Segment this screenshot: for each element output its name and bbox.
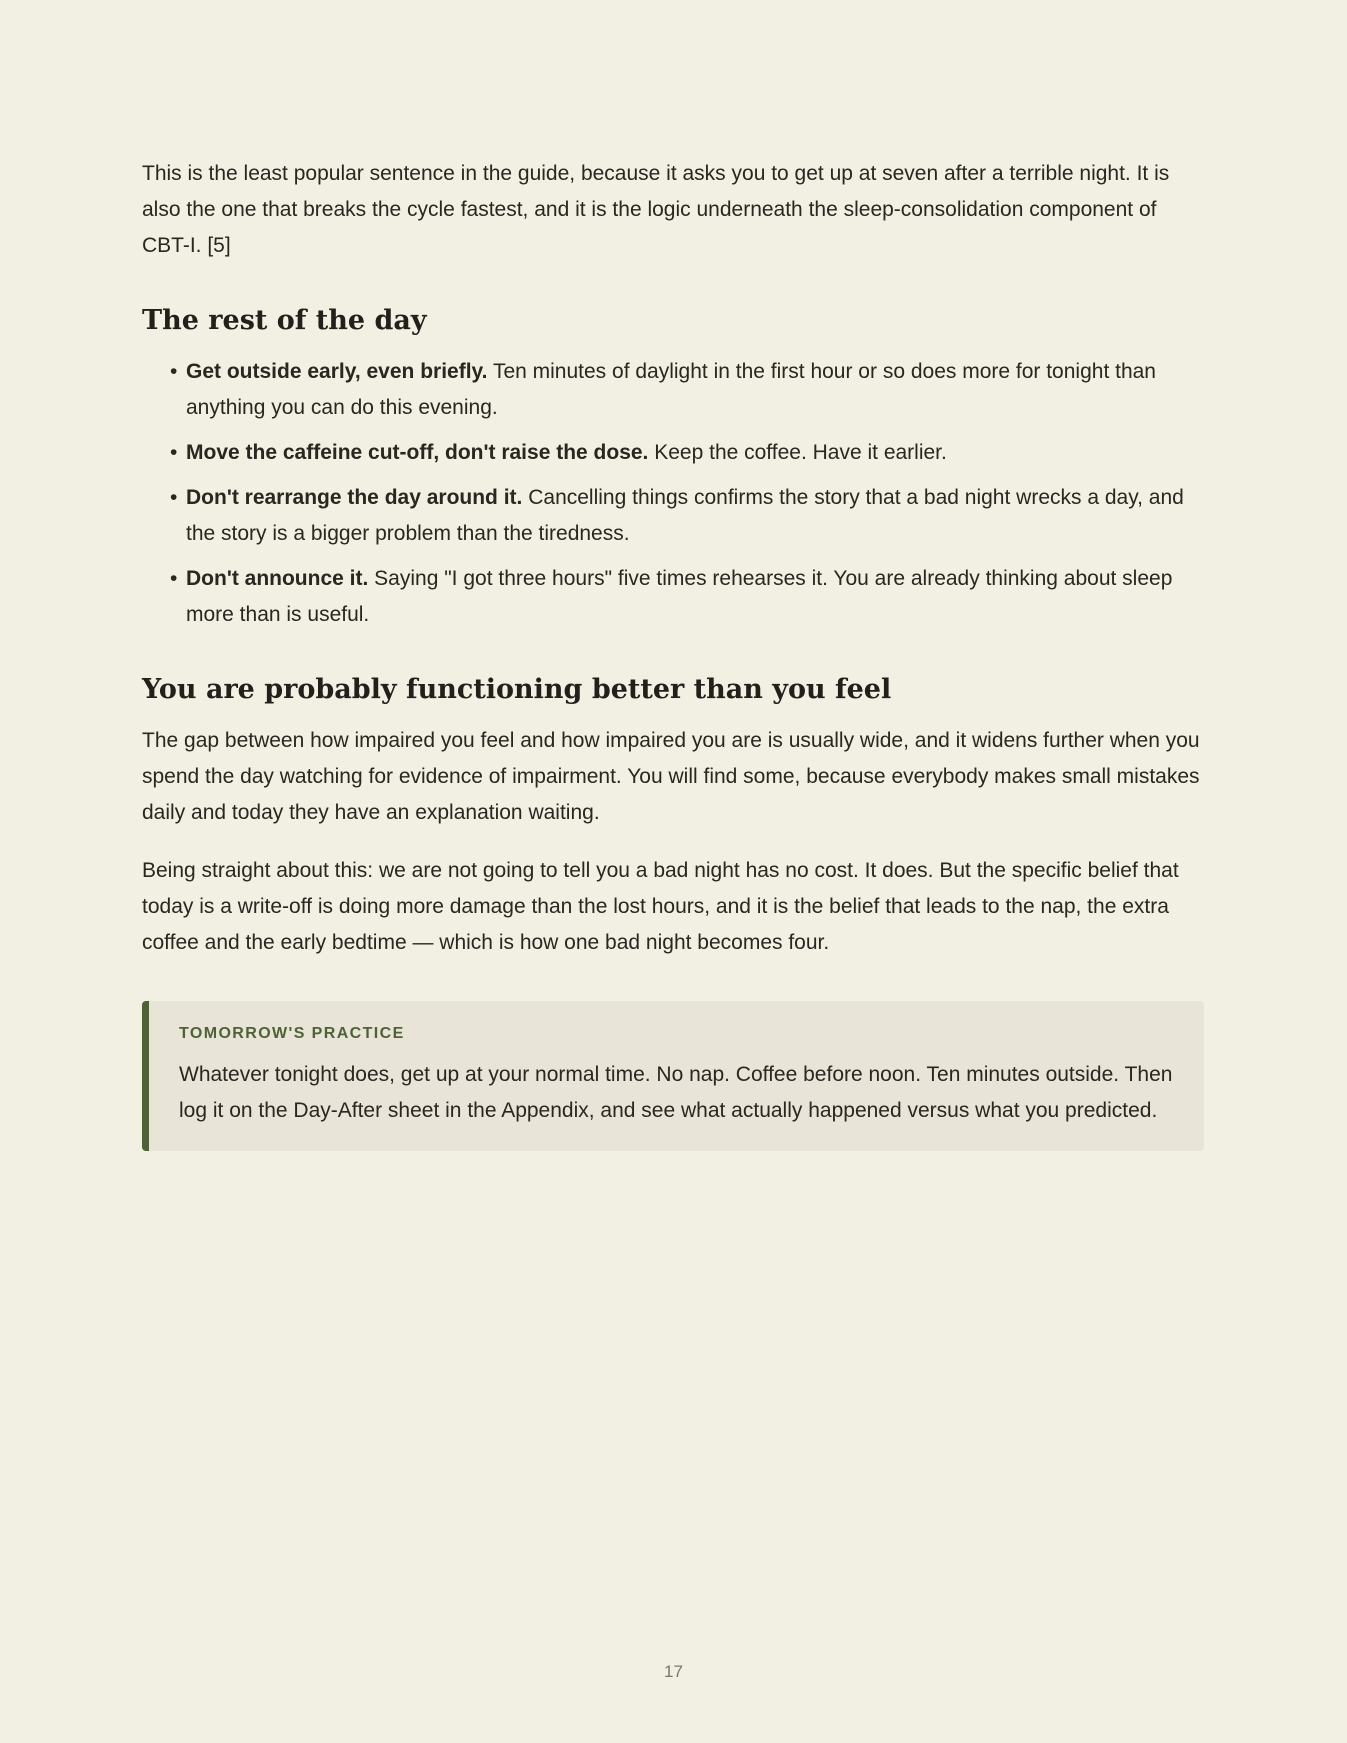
bullet-icon: •: [170, 360, 178, 383]
list-item: [142, 354, 1204, 426]
list-item-lead: Don't announce it.: [186, 567, 369, 590]
list-item: [142, 480, 1204, 552]
functioning-paragraph-2: Being straight about this: we are not going to tell you a bad night has no cost. It does. But the specific belief that today is a write-off is doing more damage than the lost hours, and it is the belief that leads to the nap, the extra coffee and the early bedtime — which is how one bad night becomes four.: [142, 859, 1179, 954]
practice-callout: [142, 1001, 1204, 1151]
list-item: [142, 561, 1204, 633]
list-item-lead: Don't rearrange the day around it.: [186, 486, 523, 509]
page-number: 17: [664, 1662, 683, 1681]
bullet-icon: •: [170, 486, 178, 509]
list-item: [142, 435, 1204, 471]
rest-of-day-heading: The rest of the day: [142, 305, 427, 336]
functioning-heading: You are probably functioning better than you feel: [142, 674, 892, 705]
rest-of-day-list: [142, 354, 1204, 633]
list-item-text: Keep the coffee. Have it earlier.: [648, 441, 947, 464]
callout-text: Whatever tonight does, get up at your normal time. No nap. Coffee before noon. Ten minutes outside. Then log it on the Day-After sheet in the Appendix, and see what actually happened versus what you predicted.: [179, 1063, 1173, 1122]
bullet-icon: •: [170, 441, 178, 464]
functioning-paragraph-1: The gap between how impaired you feel and how impaired you are is usually wide, and it widens further when you spend the day watching for evidence of impairment. You will find some, because everybody makes small mistakes daily and today they have an explanation waiting.: [142, 729, 1200, 824]
list-item-text: Saying "I got three hours" five times rehearses it. You are already thinking about sleep more than is useful.: [186, 567, 1173, 626]
bullet-icon: •: [170, 567, 178, 590]
list-item-lead: Get outside early, even briefly.: [186, 360, 488, 383]
intro-paragraph: This is the least popular sentence in the guide, because it asks you to get up at seven after a terrible night. It is also the one that breaks the cycle fastest, and it is the logic underneath the sleep-consolidation component of CBT-I. [5]: [142, 162, 1170, 257]
callout-title: TOMORROW'S PRACTICE: [179, 1025, 405, 1042]
page-content: [142, 156, 1204, 1151]
list-item-lead: Move the caffeine cut-off, don't raise the dose.: [186, 441, 649, 464]
list-item-text: Cancelling things confirms the story that a bad night wrecks a day, and the story is a bigger problem than the tiredness.: [186, 486, 1184, 545]
list-item-text: Ten minutes of daylight in the first hour or so does more for tonight than anything you can do this evening.: [186, 360, 1156, 419]
